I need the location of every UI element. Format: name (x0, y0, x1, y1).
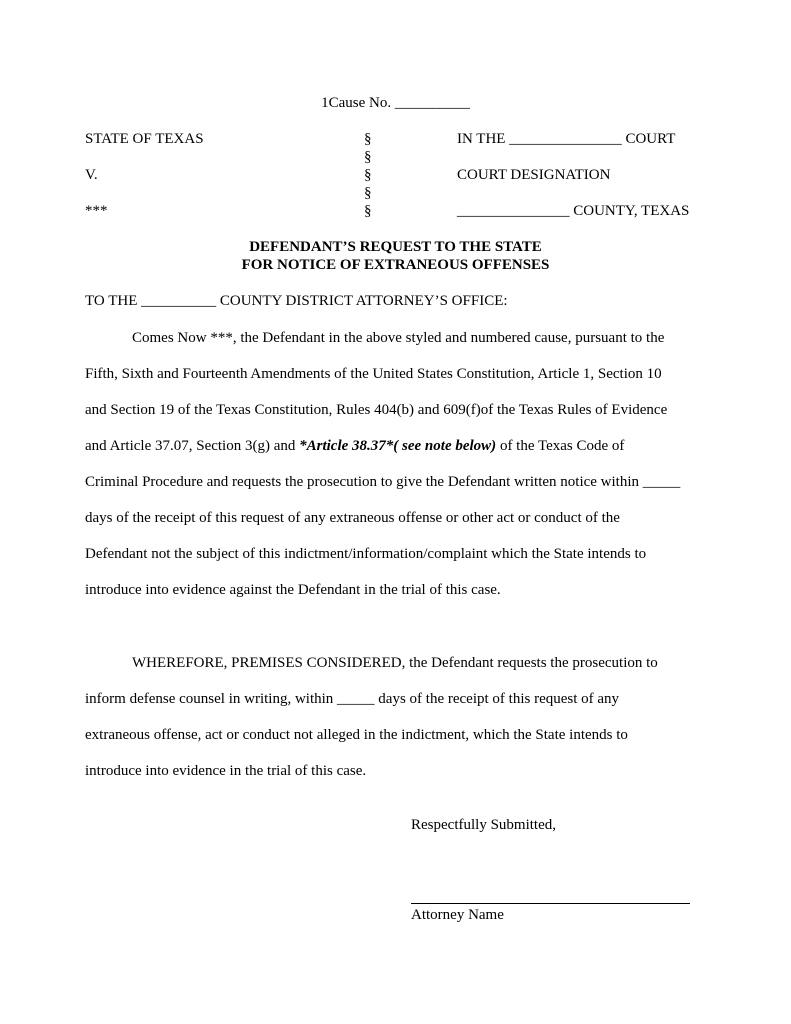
paragraph2-line: introduce into evidence in the trial of this case. (85, 763, 367, 779)
closing-text: Respectfully Submitted, (411, 817, 556, 833)
paragraph1-line: introduce into evidence against the Defendant in the trial of this case. (85, 582, 501, 598)
document-title-line1: DEFENDANT’S REQUEST TO THE STATE (249, 239, 542, 255)
document-title-line2: FOR NOTICE OF EXTRANEOUS OFFENSES (241, 257, 550, 273)
section-symbol: § (364, 131, 372, 147)
caption-county: _______________ COUNTY, TEXAS (457, 203, 690, 219)
paragraph1-line (85, 437, 624, 455)
caption-versus: V. (85, 167, 98, 183)
cause-number: 1Cause No. __________ (321, 95, 470, 111)
paragraph1-line: days of the receipt of this request of any extraneous offense or other act or conduct of the (85, 510, 620, 526)
section-symbol: § (364, 149, 372, 165)
paragraph1-line: and Section 19 of the Texas Constitution, Rules 404(b) and 609(f)of the Texas Rules of Evidence (85, 402, 668, 418)
caption-court-designation: COURT DESIGNATION (457, 167, 611, 183)
caption-state: STATE OF TEXAS (85, 131, 204, 147)
paragraph1-line: Defendant not the subject of this indictment/information/complaint which the State intends to (85, 546, 647, 562)
article-note-emphasis: *Article 38.37*( see note below) (299, 438, 497, 454)
section-symbol: § (364, 203, 372, 219)
paragraph2-line: extraneous offense, act or conduct not alleged in the indictment, which the State intends to (85, 727, 628, 743)
paragraph1-text: of the Texas Code of (496, 438, 625, 454)
paragraph2-line: inform defense counsel in writing, within _____ days of the receipt of this request of any (85, 691, 620, 707)
paragraph1-text: and Article 37.07, Section 3(g) and (85, 438, 300, 454)
signature-line (411, 903, 690, 904)
section-symbol: § (364, 185, 372, 201)
paragraph2-line: WHEREFORE, PREMISES CONSIDERED, the Defendant requests the prosecution to (132, 655, 658, 671)
paragraph1-line: Comes Now ***, the Defendant in the above styled and numbered cause, pursuant to the (132, 330, 665, 346)
section-symbol: § (364, 167, 372, 183)
salutation: TO THE __________ COUNTY DISTRICT ATTORNEY’S OFFICE: (85, 293, 508, 309)
paragraph1-line: Criminal Procedure and requests the prosecution to give the Defendant written notice within _____ (85, 474, 681, 490)
caption-defendant: *** (85, 203, 108, 219)
attorney-name-label: Attorney Name (411, 907, 504, 923)
caption-court: IN THE _______________ COURT (457, 131, 676, 147)
paragraph1-line: Fifth, Sixth and Fourteenth Amendments of the United States Constitution, Article 1, Section 10 (85, 366, 662, 382)
